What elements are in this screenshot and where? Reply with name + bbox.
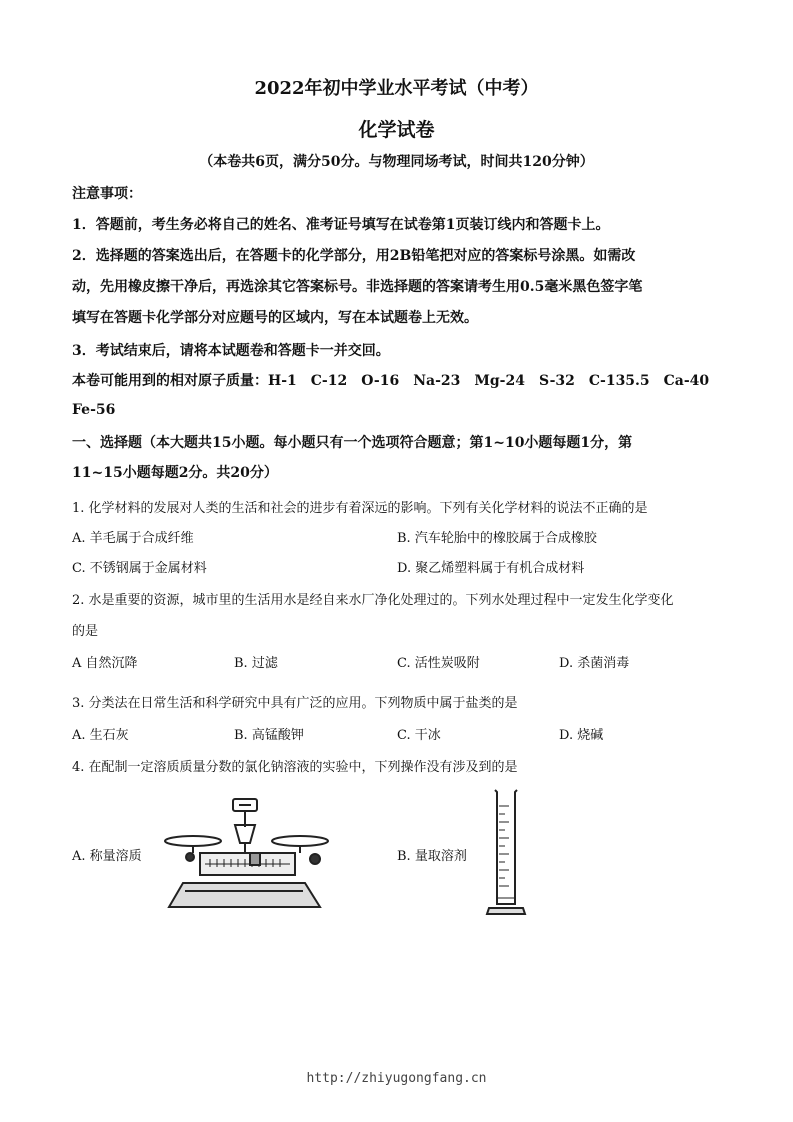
notice-line-3: 动，先用橡皮擦干净后，再选涂其它答案标号。非选择题的答案请考生用0.5毫米黑色签字笔 [72, 279, 643, 295]
q1-option-a: A. 羊毛属于合成纤维 [72, 531, 194, 546]
atomic-mass-line-2: Fe-56 [72, 402, 116, 418]
q2-option-c: C. 活性炭吸附 [397, 656, 480, 671]
q4-option-a: A. 称量溶质 [72, 849, 142, 864]
notice-line-4: 填写在答题卡化学部分对应题号的区域内，写在本试题卷上无效。 [72, 310, 478, 326]
q1-option-b: B. 汽车轮胎中的橡胶属于合成橡胶 [397, 531, 597, 546]
q4-stem: 4. 在配制一定溶质质量分数的氯化钠溶液的实验中，下列操作没有涉及到的是 [72, 760, 518, 775]
q1-option-c: C. 不锈钢属于金属材料 [72, 561, 207, 576]
q3-stem: 3. 分类法在日常生活和科学研究中具有广泛的应用。下列物质中属于盐类的是 [72, 696, 518, 711]
q4-option-b: B. 量取溶剂 [397, 849, 467, 864]
q3-option-d: D. 烧碱 [559, 728, 604, 743]
notice-heading: 注意事项： [72, 186, 142, 202]
notice-line-5: 3．考试结束后，请将本试题卷和答题卡一并交回。 [72, 343, 390, 359]
q1-option-d: D. 聚乙烯塑料属于有机合成材料 [397, 561, 585, 576]
q3-option-c: C. 干冰 [397, 728, 441, 743]
notice-line-1: 1．答题前，考生务必将自己的姓名、准考证号填写在试卷第1页装订线内和答题卡上。 [72, 217, 610, 233]
q1-stem: 1. 化学材料的发展对人类的生活和社会的进步有着深远的影响。下列有关化学材料的说法不正确的是 [72, 501, 648, 516]
notice-line-2: 2．选择题的答案选出后，在答题卡的化学部分，用2B铅笔把对应的答案标号涂黑。如需改 [72, 248, 636, 264]
subject-title: 化学试卷 [358, 119, 435, 141]
q3-option-b: B. 高锰酸钾 [234, 728, 304, 743]
section-heading-line-2: 11~15小题每题2分。共20分） [72, 465, 278, 481]
q2-option-d: D. 杀菌消毒 [559, 656, 630, 671]
q3-option-a: A. 生石灰 [72, 728, 129, 743]
section-heading-line-1: 一、选择题（本大题共15小题。每小题只有一个选项符合题意；第1~10小题每题1分，第 [72, 435, 633, 451]
q2-stem-line-1: 2. 水是重要的资源，城市里的生活用水是经自来水厂净化处理过的。下列水处理过程中一定发生化学变化 [72, 593, 674, 608]
footer-url: http://zhiyugongfang.cn [306, 1071, 487, 1086]
q2-stem-line-2: 的是 [72, 624, 99, 639]
exam-info: （本卷共6页，满分50分。与物理同场考试，时间共120分钟） [199, 154, 594, 170]
atomic-mass-line-1: 本卷可能用到的相对原子质量：H-1 C-12 O-16 Na-23 Mg-24 S-32 C-135.5 Ca-40 [72, 373, 710, 389]
balance-scale-icon [155, 795, 335, 915]
graduated-cylinder-icon [485, 786, 535, 918]
q2-option-a: A 自然沉降 [72, 656, 138, 671]
q2-option-b: B. 过滤 [234, 656, 278, 671]
exam-title: 2022年初中学业水平考试（中考） [254, 78, 539, 99]
